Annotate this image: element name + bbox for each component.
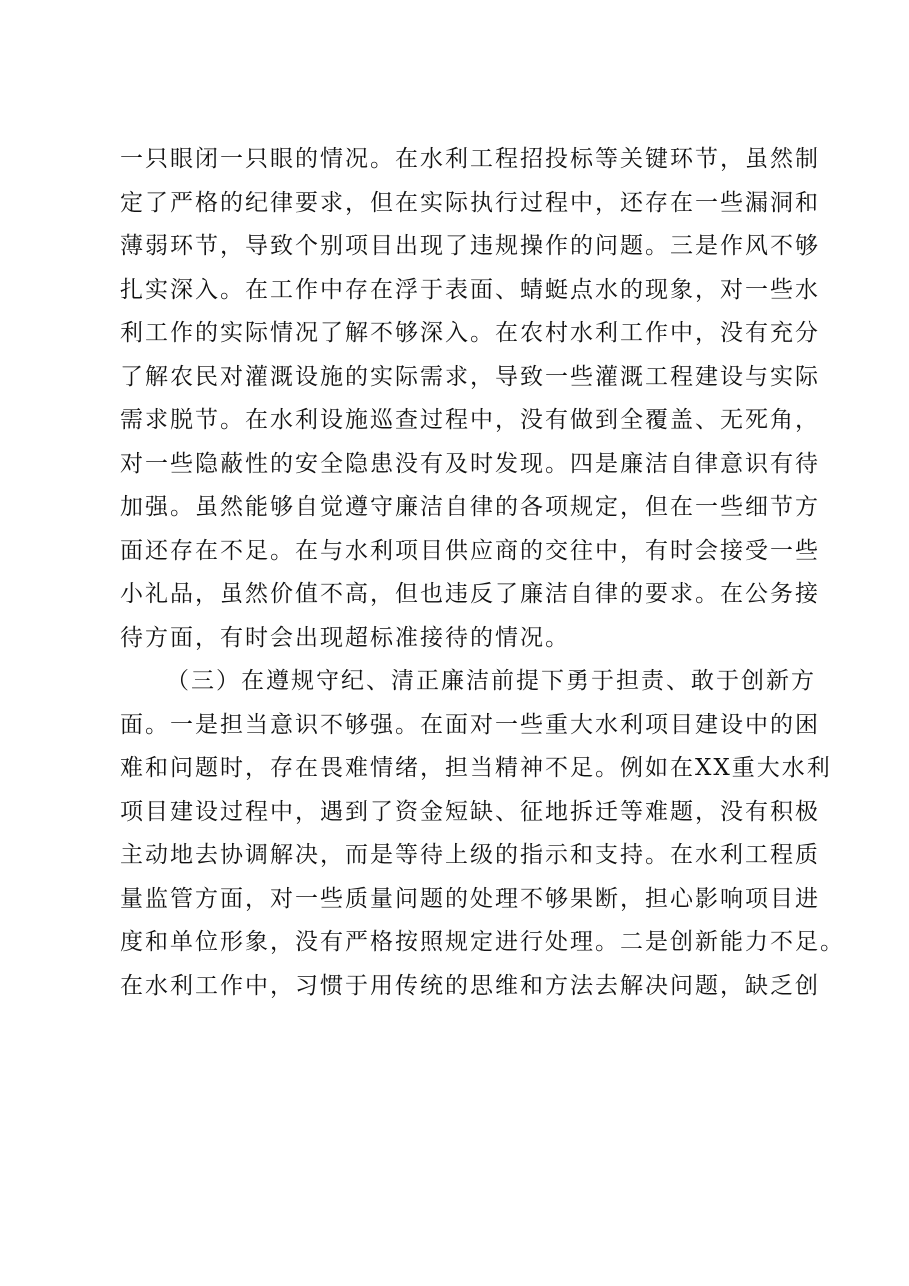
text-line: 利工作的实际情况了解不够深入。在农村水利工作中，没有充分 (120, 320, 820, 346)
document-body (120, 138, 845, 1008)
text-line: 待方面，有时会出现超标准接待的情况。 (120, 624, 570, 651)
section-heading-line: （三）在遵规守纪、清正廉洁前提下勇于担责、敢于创新方 (166, 668, 816, 694)
text-line: 对一些隐蔽性的安全隐患没有及时发现。四是廉洁自律意识有待 (120, 450, 820, 477)
text-line: 加强。虽然能够自觉遵守廉洁自律的各项规定，但在一些细节方 (120, 494, 820, 520)
text-line: 定了严格的纪律要求，但在实际执行过程中，还存在一些漏洞和 (120, 189, 820, 216)
text-line: 一只眼闭一只眼的情况。在水利工程招投标等关键环节，虽然制 (120, 146, 820, 172)
text-line: 度和单位形象，没有严格按照规定进行处理。二是创新能力不足。 (120, 929, 845, 955)
text-line: 量监管方面，对一些质量问题的处理不够果断，担心影响项目进 (120, 885, 820, 912)
text-line: 面还存在不足。在与水利项目供应商的交往中，有时会接受一些 (120, 537, 820, 564)
text-line: 小礼品，虽然价值不高，但也违反了廉洁自律的要求。在公务接 (120, 581, 820, 607)
text-line: 主动地去协调解决，而是等待上级的指示和支持。在水利工程质 (120, 842, 820, 868)
text-line: 项目建设过程中，遇到了资金短缺、征地拆迁等难题，没有积极 (120, 798, 820, 825)
text-line: 面。一是担当意识不够强。在面对一些重大水利项目建设中的困 (120, 711, 820, 738)
text-line: 难和问题时，存在畏难情绪，担当精神不足。例如在XX重大水利 (120, 755, 832, 781)
text-line: 扎实深入。在工作中存在浮于表面、蜻蜓点水的现象，对一些水 (120, 276, 820, 303)
text-line: 在水利工作中，习惯于用传统的思维和方法去解决问题，缺乏创 (120, 972, 820, 999)
text-line: 薄弱环节，导致个别项目出现了违规操作的问题。三是作风不够 (120, 233, 820, 259)
text-line: 了解农民对灌溉设施的实际需求，导致一些灌溉工程建设与实际 (120, 363, 820, 390)
text-line: 需求脱节。在水利设施巡查过程中，没有做到全覆盖、无死角， (120, 407, 820, 433)
